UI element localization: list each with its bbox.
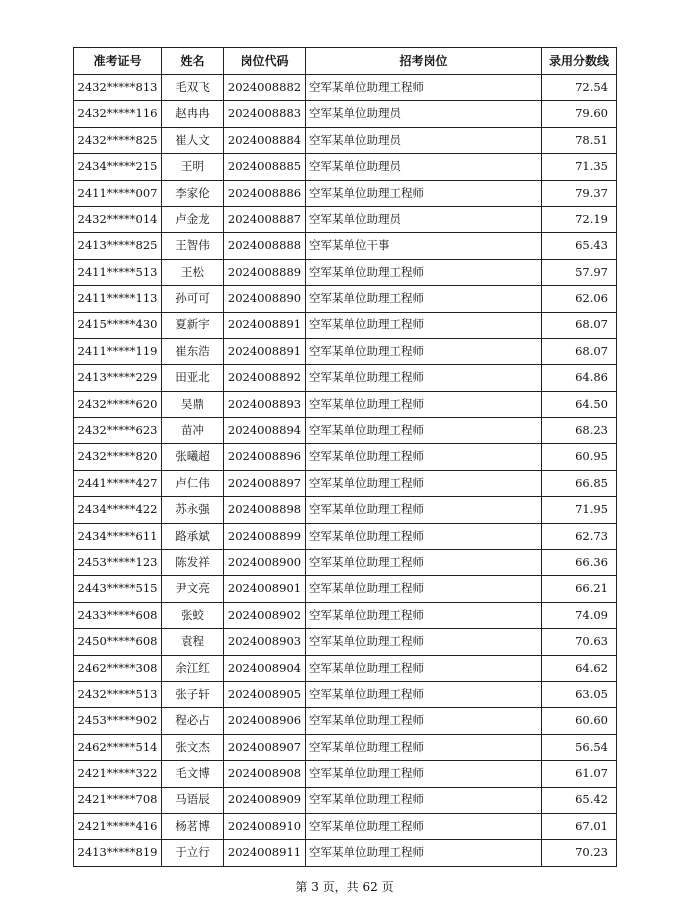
cell-name: 崔人文	[162, 127, 224, 153]
table-row	[74, 418, 617, 444]
cell-position: 空军某单位助理工程师	[306, 470, 542, 496]
header-position-code: 岗位代码	[224, 48, 306, 75]
table-row	[74, 602, 617, 628]
cell-position: 空军某单位助理工程师	[306, 761, 542, 787]
cell-position: 空军某单位助理工程师	[306, 840, 542, 866]
table-row	[74, 523, 617, 549]
cell-exam-id: 2432*****623	[74, 418, 162, 444]
cell-score-line: 66.36	[542, 550, 617, 576]
cell-name: 陈发祥	[162, 550, 224, 576]
cell-position: 空军某单位助理工程师	[306, 259, 542, 285]
cell-score-line: 64.86	[542, 365, 617, 391]
cell-position-code: 2024008888	[224, 233, 306, 259]
cell-name: 卢金龙	[162, 206, 224, 232]
cell-score-line: 68.23	[542, 418, 617, 444]
cell-exam-id: 2434*****422	[74, 497, 162, 523]
cell-exam-id: 2413*****819	[74, 840, 162, 866]
table-row	[74, 497, 617, 523]
cell-position: 空军某单位助理工程师	[306, 602, 542, 628]
cell-exam-id: 2421*****322	[74, 761, 162, 787]
cell-position: 空军某单位助理工程师	[306, 338, 542, 364]
cell-exam-id: 2441*****427	[74, 470, 162, 496]
cell-exam-id: 2453*****123	[74, 550, 162, 576]
header-exam-id: 准考证号	[74, 48, 162, 75]
cell-exam-id: 2411*****007	[74, 180, 162, 206]
table-row	[74, 444, 617, 470]
table-row	[74, 840, 617, 866]
cell-name: 尹文亮	[162, 576, 224, 602]
page-number: 第 3 页，共 62 页	[295, 880, 394, 894]
cell-position-code: 2024008907	[224, 734, 306, 760]
cell-exam-id: 2411*****513	[74, 259, 162, 285]
cell-position-code: 2024008887	[224, 206, 306, 232]
header-name: 姓名	[162, 48, 224, 75]
cell-position: 空军某单位助理工程师	[306, 75, 542, 101]
cell-position-code: 2024008911	[224, 840, 306, 866]
cell-score-line: 68.07	[542, 312, 617, 338]
cell-position-code: 2024008886	[224, 180, 306, 206]
cell-position: 空军某单位助理工程师	[306, 444, 542, 470]
cell-score-line: 67.01	[542, 813, 617, 839]
table-row	[74, 286, 617, 312]
cell-position: 空军某单位助理工程师	[306, 550, 542, 576]
cell-position-code: 2024008882	[224, 75, 306, 101]
cell-name: 毛文博	[162, 761, 224, 787]
cell-name: 毛双飞	[162, 75, 224, 101]
cell-position: 空军某单位助理工程师	[306, 312, 542, 338]
table-row	[74, 233, 617, 259]
header-position: 招考岗位	[306, 48, 542, 75]
cell-name: 马语辰	[162, 787, 224, 813]
cell-position: 空军某单位助理工程师	[306, 629, 542, 655]
table-row	[74, 655, 617, 681]
cell-position: 空军某单位助理工程师	[306, 576, 542, 602]
cell-name: 路承斌	[162, 523, 224, 549]
cell-name: 苏永强	[162, 497, 224, 523]
table-row	[74, 180, 617, 206]
cell-position-code: 2024008889	[224, 259, 306, 285]
table-row	[74, 761, 617, 787]
cell-exam-id: 2443*****515	[74, 576, 162, 602]
cell-position-code: 2024008905	[224, 681, 306, 707]
header-score-line: 录用分数线	[542, 48, 617, 75]
cell-exam-id: 2432*****116	[74, 101, 162, 127]
results-table	[73, 47, 617, 867]
cell-exam-id: 2450*****608	[74, 629, 162, 655]
cell-position-code: 2024008884	[224, 127, 306, 153]
cell-position: 空军某单位助理工程师	[306, 813, 542, 839]
cell-name: 张曦超	[162, 444, 224, 470]
cell-position-code: 2024008906	[224, 708, 306, 734]
cell-exam-id: 2432*****513	[74, 681, 162, 707]
table-row	[74, 127, 617, 153]
cell-position-code: 2024008902	[224, 602, 306, 628]
cell-score-line: 62.06	[542, 286, 617, 312]
table-row	[74, 391, 617, 417]
cell-position-code: 2024008892	[224, 365, 306, 391]
cell-position: 空军某单位助理工程师	[306, 708, 542, 734]
table-row	[74, 576, 617, 602]
cell-position: 空军某单位助理工程师	[306, 391, 542, 417]
cell-position: 空军某单位助理工程师	[306, 734, 542, 760]
cell-name: 苗冲	[162, 418, 224, 444]
cell-exam-id: 2434*****611	[74, 523, 162, 549]
cell-exam-id: 2413*****825	[74, 233, 162, 259]
cell-position-code: 2024008891	[224, 338, 306, 364]
cell-position-code: 2024008903	[224, 629, 306, 655]
cell-name: 夏新宇	[162, 312, 224, 338]
cell-name: 程必占	[162, 708, 224, 734]
cell-position: 空军某单位助理工程师	[306, 523, 542, 549]
cell-position-code: 2024008898	[224, 497, 306, 523]
cell-score-line: 79.37	[542, 180, 617, 206]
cell-position: 空军某单位助理员	[306, 127, 542, 153]
cell-name: 赵冉冉	[162, 101, 224, 127]
cell-position-code: 2024008899	[224, 523, 306, 549]
cell-name: 王明	[162, 154, 224, 180]
cell-exam-id: 2421*****708	[74, 787, 162, 813]
cell-score-line: 74.09	[542, 602, 617, 628]
table-body	[74, 75, 617, 867]
cell-position: 空军某单位助理工程师	[306, 655, 542, 681]
cell-position-code: 2024008904	[224, 655, 306, 681]
cell-score-line: 71.95	[542, 497, 617, 523]
cell-score-line: 63.05	[542, 681, 617, 707]
cell-name: 李家伦	[162, 180, 224, 206]
cell-position: 空军某单位干事	[306, 233, 542, 259]
cell-position-code: 2024008910	[224, 813, 306, 839]
cell-name: 于立行	[162, 840, 224, 866]
cell-score-line: 66.21	[542, 576, 617, 602]
cell-score-line: 60.95	[542, 444, 617, 470]
cell-name: 崔东浩	[162, 338, 224, 364]
cell-score-line: 56.54	[542, 734, 617, 760]
cell-exam-id: 2462*****514	[74, 734, 162, 760]
cell-score-line: 72.19	[542, 206, 617, 232]
cell-name: 田亚北	[162, 365, 224, 391]
cell-exam-id: 2462*****308	[74, 655, 162, 681]
cell-score-line: 65.42	[542, 787, 617, 813]
cell-position-code: 2024008909	[224, 787, 306, 813]
table-row	[74, 470, 617, 496]
cell-position-code: 2024008891	[224, 312, 306, 338]
cell-position-code: 2024008893	[224, 391, 306, 417]
cell-score-line: 72.54	[542, 75, 617, 101]
cell-score-line: 57.97	[542, 259, 617, 285]
cell-exam-id: 2432*****820	[74, 444, 162, 470]
table-row	[74, 813, 617, 839]
cell-position-code: 2024008890	[224, 286, 306, 312]
cell-name: 张子轩	[162, 681, 224, 707]
cell-score-line: 65.43	[542, 233, 617, 259]
cell-position: 空军某单位助理工程师	[306, 286, 542, 312]
cell-position-code: 2024008908	[224, 761, 306, 787]
table-row	[74, 629, 617, 655]
cell-position-code: 2024008885	[224, 154, 306, 180]
cell-score-line: 68.07	[542, 338, 617, 364]
cell-score-line: 64.50	[542, 391, 617, 417]
cell-exam-id: 2432*****825	[74, 127, 162, 153]
cell-score-line: 60.60	[542, 708, 617, 734]
table-row	[74, 787, 617, 813]
table-row	[74, 338, 617, 364]
cell-name: 袁程	[162, 629, 224, 655]
table-row	[74, 101, 617, 127]
table-row	[74, 708, 617, 734]
cell-name: 孙可可	[162, 286, 224, 312]
cell-score-line: 79.60	[542, 101, 617, 127]
cell-name: 余江红	[162, 655, 224, 681]
cell-exam-id: 2415*****430	[74, 312, 162, 338]
cell-position: 空军某单位助理工程师	[306, 497, 542, 523]
cell-score-line: 62.73	[542, 523, 617, 549]
table-row	[74, 154, 617, 180]
table-row	[74, 681, 617, 707]
cell-exam-id: 2434*****215	[74, 154, 162, 180]
cell-name: 张文杰	[162, 734, 224, 760]
cell-exam-id: 2411*****113	[74, 286, 162, 312]
cell-score-line: 71.35	[542, 154, 617, 180]
cell-exam-id: 2453*****902	[74, 708, 162, 734]
cell-exam-id: 2433*****608	[74, 602, 162, 628]
cell-position-code: 2024008900	[224, 550, 306, 576]
cell-name: 杨茗博	[162, 813, 224, 839]
table-header-row	[74, 48, 617, 75]
cell-exam-id: 2413*****229	[74, 365, 162, 391]
cell-exam-id: 2432*****620	[74, 391, 162, 417]
cell-position: 空军某单位助理工程师	[306, 681, 542, 707]
cell-exam-id: 2432*****014	[74, 206, 162, 232]
cell-position-code: 2024008896	[224, 444, 306, 470]
cell-score-line: 64.62	[542, 655, 617, 681]
cell-position: 空军某单位助理员	[306, 206, 542, 232]
cell-position-code: 2024008883	[224, 101, 306, 127]
table-row	[74, 259, 617, 285]
table-row	[74, 312, 617, 338]
cell-name: 吴鼎	[162, 391, 224, 417]
cell-name: 张蛟	[162, 602, 224, 628]
cell-position-code: 2024008897	[224, 470, 306, 496]
cell-position: 空军某单位助理工程师	[306, 180, 542, 206]
cell-position-code: 2024008901	[224, 576, 306, 602]
cell-position: 空军某单位助理员	[306, 154, 542, 180]
cell-score-line: 78.51	[542, 127, 617, 153]
cell-position: 空军某单位助理员	[306, 101, 542, 127]
cell-name: 卢仁伟	[162, 470, 224, 496]
cell-score-line: 70.63	[542, 629, 617, 655]
cell-name: 王智伟	[162, 233, 224, 259]
table-row	[74, 550, 617, 576]
table-row	[74, 75, 617, 101]
cell-position: 空军某单位助理工程师	[306, 365, 542, 391]
table-row	[74, 206, 617, 232]
cell-score-line: 61.07	[542, 761, 617, 787]
cell-exam-id: 2432*****813	[74, 75, 162, 101]
table-row	[74, 734, 617, 760]
cell-exam-id: 2411*****119	[74, 338, 162, 364]
cell-position-code: 2024008894	[224, 418, 306, 444]
cell-exam-id: 2421*****416	[74, 813, 162, 839]
cell-position: 空军某单位助理工程师	[306, 787, 542, 813]
cell-name: 王松	[162, 259, 224, 285]
cell-score-line: 66.85	[542, 470, 617, 496]
table-row	[74, 365, 617, 391]
results-table-container	[73, 47, 616, 867]
cell-position: 空军某单位助理工程师	[306, 418, 542, 444]
cell-score-line: 70.23	[542, 840, 617, 866]
